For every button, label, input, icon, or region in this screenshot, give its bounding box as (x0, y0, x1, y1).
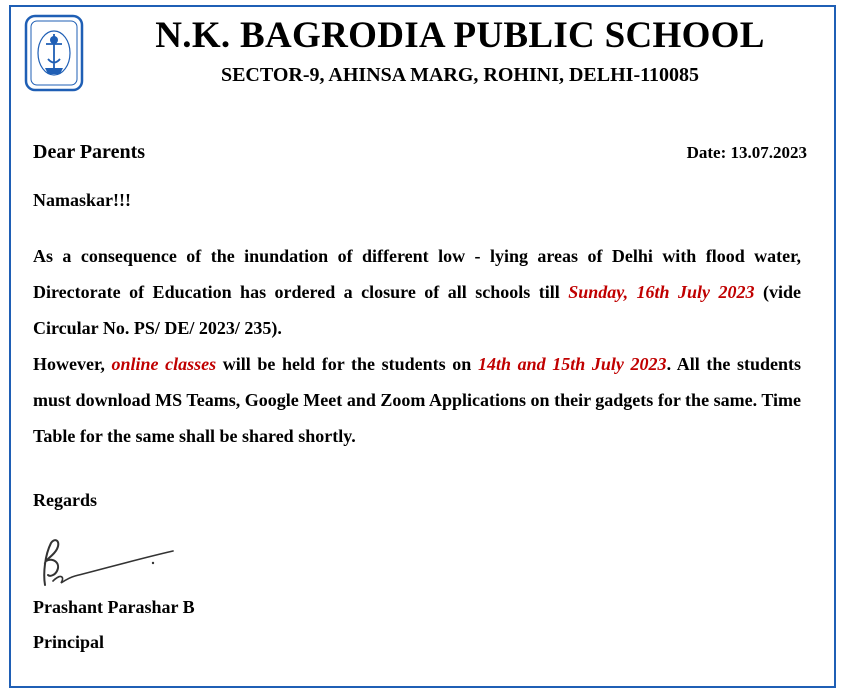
online-classes-highlight: online classes (111, 354, 217, 374)
paragraph-closure (33, 238, 801, 346)
paragraph-text: (vide Circular No. PS/ DE/ 2023/ 235). (33, 282, 802, 338)
paragraph-online-classes (33, 346, 801, 454)
salutation: Dear Parents (33, 141, 146, 163)
letter-body (33, 238, 801, 454)
school-name: N.K. BAGRODIA PUBLIC SCHOOL (155, 15, 765, 56)
class-dates-highlight: 14th and 15th July 2023 (477, 354, 667, 374)
paragraph-text: As a consequence of the inundation of different low - lying areas of Delhi with flood water, Directorate of Education has ordered a closure of all schools till (33, 246, 801, 302)
closing: Regards (33, 490, 97, 510)
handwritten-signature-icon (33, 533, 178, 593)
closure-date-highlight: Sunday, 16th July 2023 (568, 282, 755, 302)
greeting: Namaskar!!! (33, 190, 131, 210)
signatory-name: Prashant Parashar B (33, 597, 195, 617)
paragraph-text: However, (33, 354, 112, 374)
paragraph-text: . All the students must download MS Teams, Google Meet and Zoom Applications on their gadgets for the same. Time Table for the same shall be shared shortly. (33, 354, 802, 446)
paragraph-text: will be held for the students on (216, 354, 478, 374)
school-address: SECTOR-9, AHINSA MARG, ROHINI, DELHI-110085 (220, 64, 700, 86)
signatory-title: Principal (33, 632, 104, 652)
letter-date: Date: 13.07.2023 (686, 143, 807, 162)
